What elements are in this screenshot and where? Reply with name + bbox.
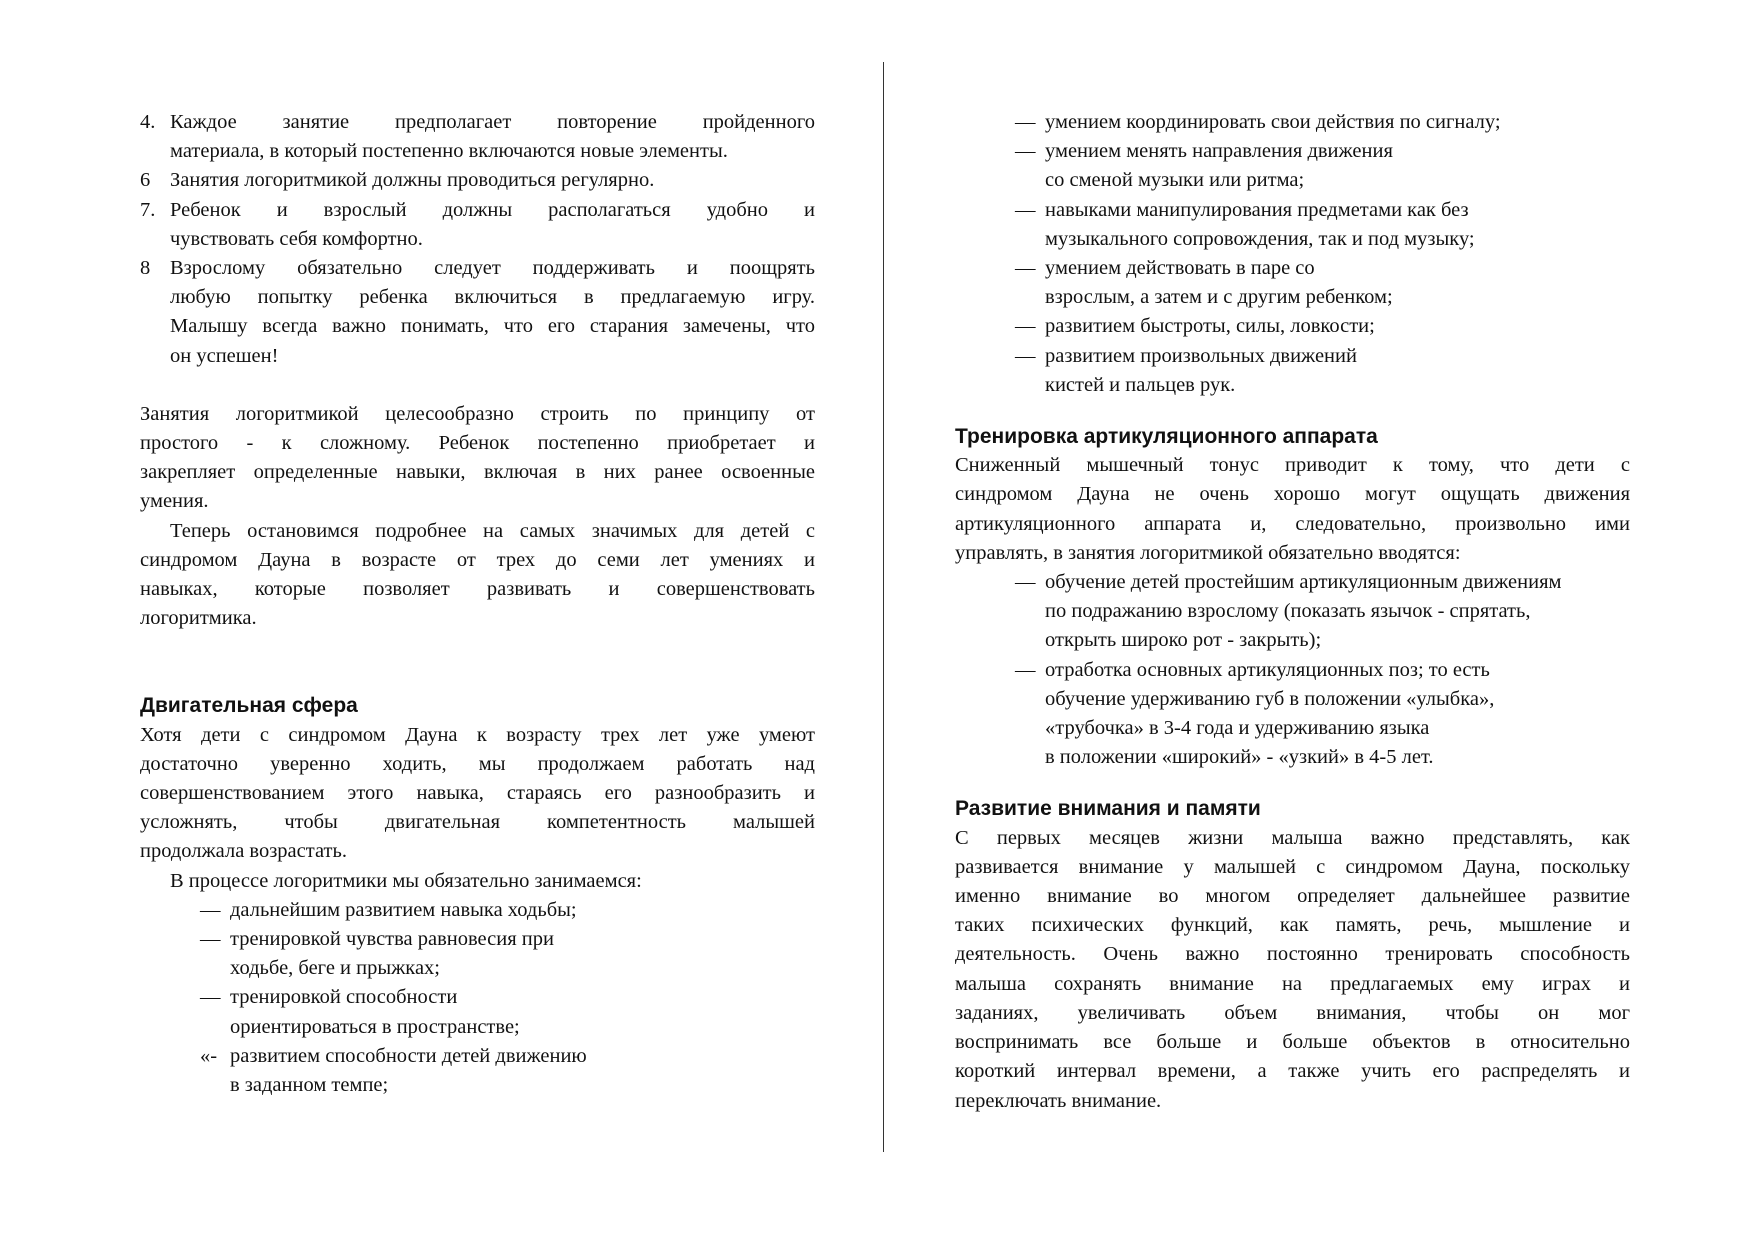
text-line: Сниженный мышечный тонус приводит к тому, что дети с [955,454,1630,477]
text-line: умения. [140,490,209,513]
list-number: 8 [140,257,151,280]
text-line: чувствовать себя комфортно. [170,227,423,250]
text-line: умением координировать свои действия по сигналу; [1045,111,1501,133]
text-line: умением менять направления движения [1045,140,1393,163]
text-line: тренировкой способности [230,986,458,1009]
list-item [1015,342,1630,400]
list-dash: — [1015,658,1036,681]
list-item [200,896,815,925]
text-line: развитием способности детей движению [230,1044,587,1067]
list-item [1015,196,1630,254]
text-line: развивается внимание у малышей с синдромом Дауна, поскольку [955,855,1630,878]
text-line: Ребенок и взрослый должны располагаться удобно и [170,198,815,221]
text-line: тренировкой чувства равновесия при [230,928,554,951]
text-line: короткий интервал времени, а также учить его распределять и [955,1060,1630,1083]
text-line: переключать внимание. [955,1089,1162,1112]
text-line: взрослым, а затем и с другим ребенком; [1045,286,1393,309]
paragraph [955,824,1630,1116]
text-line: Каждое занятие предполагает повторение пройденного [170,111,815,133]
text-line: «трубочка» в 3-4 года и удерживанию языка [1045,717,1430,740]
list-item [200,925,815,983]
left-column [140,108,815,1100]
paragraph [140,400,815,517]
right-column [955,108,1630,1116]
list-intro: В процессе логоритмики мы обязательно занимаемся: [170,869,642,892]
text-line: он успешен! [170,344,279,367]
list-dash: — [1015,344,1036,367]
list-number: 7. [140,198,156,221]
text-line: ориентироваться в пространстве; [230,1015,520,1038]
list-item [200,983,815,1041]
list-item [1015,312,1630,341]
text-line: Хотя дети с синдромом Дауна к возрасту трех лет уже умеют [140,723,815,746]
list-item [1015,568,1630,656]
text-line: кистей и пальцев рук. [1045,373,1236,396]
list-dash: — [200,898,221,921]
text-line: обучение удерживанию губ в положении «улыбка», [1045,687,1495,710]
text-line: материала, в который постепенно включаются новые элементы. [170,140,728,163]
text-line: развитием произвольных движений [1045,344,1357,367]
list-item [140,108,815,166]
list-dash: — [1015,315,1036,338]
paragraph [140,721,815,867]
list-number: 6 [140,169,151,192]
list-item [140,254,815,371]
text-line: заданиях, увеличивать объем внимания, чтобы он мог [955,1001,1630,1024]
text-line: синдромом Дауна в возрасте от трех до семи лет умениях и [140,548,815,571]
text-line: достаточно уверенно ходить, мы продолжаем работать над [140,752,815,775]
column-divider [883,62,884,1152]
list-dash: «- [200,1044,218,1067]
text-line: развитием быстроты, силы, ловкости; [1045,315,1375,338]
text-line: продолжала возрастать. [140,840,347,863]
text-line: Теперь остановимся подробнее на самых значимых для детей с [170,519,815,542]
list-number: 4. [140,111,156,133]
text-line: усложнять, чтобы двигательная компетентность малышей [140,811,815,834]
list-dash: — [1015,257,1036,280]
dash-list [1015,568,1630,772]
list-dash: — [200,928,221,951]
paragraph [140,517,815,634]
list-item [140,196,815,254]
text-line: логоритмика. [140,607,257,630]
text-line: синдромом Дауна не очень хорошо могут ощущать движения [955,483,1630,506]
text-line: совершенствованием этого навыка, стараясь его разнообразить и [140,782,815,805]
text-line: любую попытку ребенка включиться в предлагаемую игру. [170,286,815,309]
list-dash: — [1015,140,1036,163]
dash-list [200,896,815,1100]
section-heading: Развитие внимания и памяти [955,797,1261,821]
text-line: простого - к сложному. Ребенок постепенно приобретает и [140,432,815,455]
text-line: Занятия логоритмикой должны проводиться регулярно. [170,169,655,192]
text-line: отработка основных артикуляционных поз; то есть [1045,658,1490,681]
paragraph [955,451,1630,568]
text-line: воспринимать все больше и больше объектов в относительно [955,1031,1630,1054]
list-item [1015,254,1630,312]
text-line: управлять, в занятия логоритмикой обязательно вводятся: [955,541,1461,564]
text-line: по подражанию взрослому (показать язычок - спрятать, [1045,600,1531,623]
list-item [200,1042,815,1100]
text-line: малыша сохранять внимание на предлагаемых ему играх и [955,972,1630,995]
text-line: именно внимание во многом определяет дальнейшее развитие [955,885,1630,908]
list-dash: — [1015,571,1036,594]
list-dash: — [1015,198,1036,221]
list-item [1015,656,1630,773]
list-item [1015,108,1630,137]
text-line: в положении «широкий» - «узкий» в 4-5 лет. [1045,746,1434,769]
text-line: таких психических функций, как память, речь, мышление и [955,914,1630,937]
text-line: музыкального сопровождения, так и под музыку; [1045,227,1475,250]
text-line: в заданном темпе; [230,1074,389,1097]
numbered-list [140,108,815,371]
text-line: умением действовать в паре со [1045,257,1315,280]
text-line: ходьбе, беге и прыжках; [230,957,440,980]
section-heading: Тренировка артикуляционного аппарата [955,425,1378,449]
text-line: закрепляет определенные навыки, включая в них ранее освоенные [140,461,815,484]
text-line: обучение детей простейшим артикуляционным движениям [1045,571,1562,594]
text-line: Занятия логоритмикой целесообразно строить по принципу от [140,402,815,425]
list-item [1015,137,1630,195]
text-line: дальнейшим развитием навыка ходьбы; [230,898,577,921]
section-heading: Двигательная сфера [140,694,358,718]
list-dash: — [1015,111,1036,133]
text-line: Малышу всегда важно понимать, что его старания замечены, что [170,315,815,338]
text-line: со сменой музыки или ритма; [1045,169,1305,192]
text-line: навыках, которые позволяет развивать и совершенствовать [140,578,815,601]
text-line: деятельность. Очень важно постоянно тренировать способность [955,943,1630,966]
text-line: Взрослому обязательно следует поддерживать и поощрять [170,257,815,280]
list-dash: — [200,986,221,1009]
text-line: С первых месяцев жизни малыша важно представлять, как [955,826,1630,849]
text-line: артикуляционного аппарата и, следовательно, произвольно ими [955,512,1630,535]
text-line: навыками манипулирования предметами как без [1045,198,1469,221]
text-line: открыть широко рот - закрыть); [1045,629,1322,652]
dash-list [1015,108,1630,400]
list-item [140,166,815,195]
